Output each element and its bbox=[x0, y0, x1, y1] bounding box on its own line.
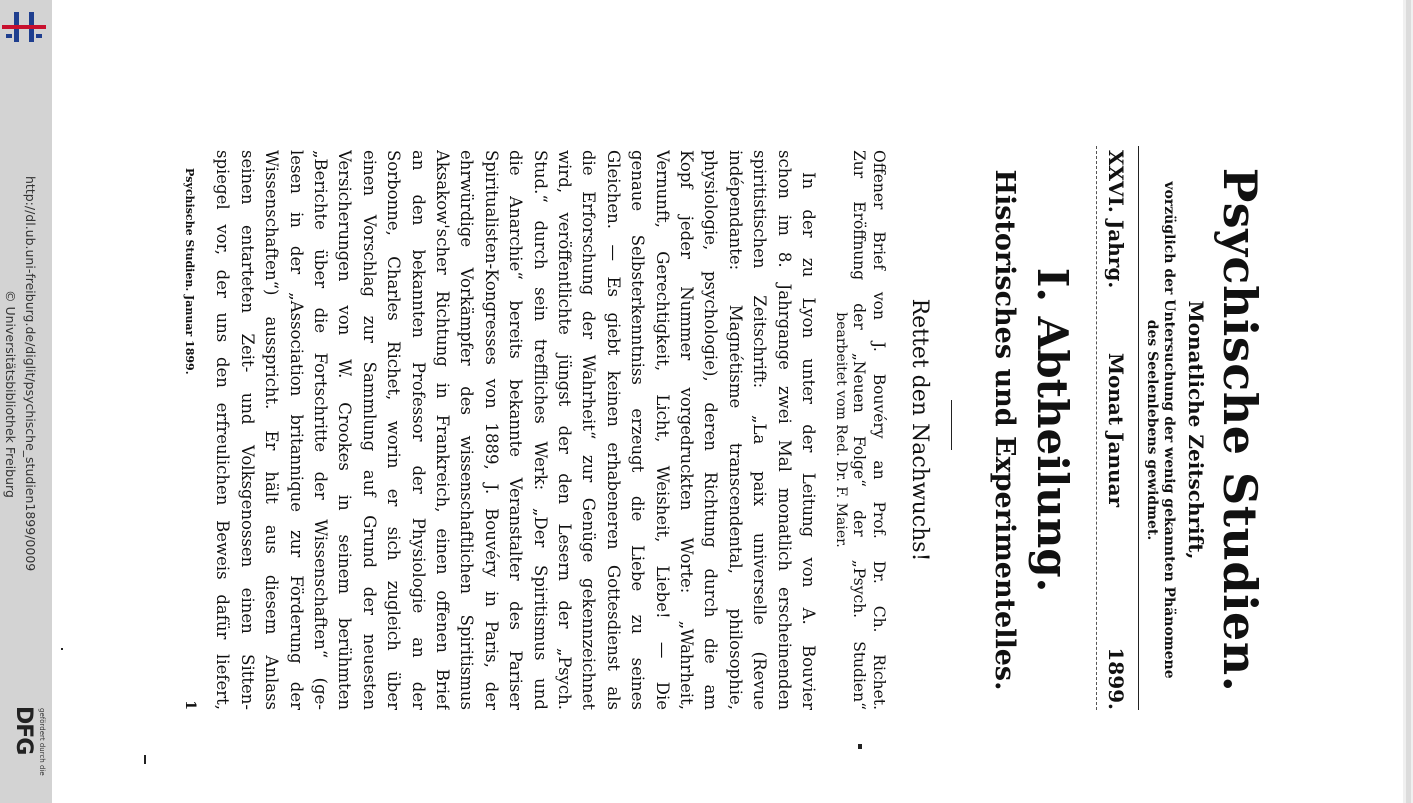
journal-tagline-line-2: des Seelenlebens gewidmet. bbox=[1144, 319, 1160, 541]
body-line: an den bekannten Professor der Physiologie an der bbox=[408, 150, 428, 710]
body-line: Stud.“ durch sein treffliches Werk: „Der Spiritismus und bbox=[530, 150, 550, 710]
copyright-notice: © Universitätsbibliothek Freiburg bbox=[3, 290, 18, 498]
issue-year: 1899. bbox=[1104, 647, 1128, 710]
body-line: Versicherungen von W. Crookes in seinem berühmten bbox=[335, 150, 355, 710]
body-line: spiritistischen Zeitschrift: „La paix universelle (Revue bbox=[750, 150, 770, 710]
body-line: die Anarchie“ bereits bekannte Veranstalter des Pariser bbox=[506, 150, 526, 710]
journal-tagline-line-1: vorzüglich der Untersuchung der wenig gekannten Phänomene bbox=[1161, 181, 1177, 679]
article-title: Rettet den Nachwuchs! bbox=[907, 298, 932, 562]
funding-label: gefördert durch die bbox=[38, 708, 46, 776]
body-line: wird, veröffentlichte jüngst der den Lesern der „Psych. bbox=[555, 150, 574, 710]
body-line: die Erforschung der Wahrheit“ zur Genüge gekennzeichnet bbox=[579, 150, 599, 710]
body-line: Wissenschaften“) ausspricht. Er hält aus diesem Anlass bbox=[262, 150, 282, 710]
scrollbar-thumb[interactable] bbox=[1406, 0, 1411, 803]
article-byline-3: bearbeitet vom Red. Dr. F. Maier. bbox=[833, 312, 849, 548]
scanned-page bbox=[162, 150, 1267, 710]
body-line: genaue Selbsterkenntniss erzeugt die Liebe zu seines bbox=[628, 150, 648, 710]
scan-speck bbox=[144, 755, 146, 764]
body-line: physiologie, psychologie), deren Richtung durch die am bbox=[701, 150, 721, 710]
header-rule-bottom bbox=[1096, 146, 1097, 710]
body-line: lesen in der „Association britannique zur Förderung der bbox=[286, 150, 306, 710]
page-footer: Psychische Studien. Januar 1899. bbox=[183, 168, 196, 375]
scan-speck bbox=[61, 648, 63, 650]
viewer-sidebar bbox=[0, 0, 52, 803]
section-divider bbox=[951, 400, 952, 450]
body-line: „Berichte über die Fortschritte der Wissenschaften“ (ge- bbox=[311, 150, 330, 710]
body-line: spiegel vor, der uns den erfreulichen Beweis dafür liefert, bbox=[213, 150, 233, 710]
journal-title: Psychische Studien. bbox=[1213, 167, 1267, 693]
body-line: indépendante: Magnétisme transcendental, philosophie, bbox=[725, 150, 745, 710]
article-byline-1: Offener Brief von J. Bouvéry an Prof. Dr. Ch. Richet. bbox=[870, 150, 888, 710]
dfg-logo: DFG bbox=[11, 706, 36, 755]
article-byline-2: Zur Eröffnung der „Neuen Folge“ der „Psych. Studien“ bbox=[850, 150, 868, 710]
issue-month: Monat Januar bbox=[1104, 352, 1128, 508]
section-heading: I. Abtheilung. bbox=[1028, 267, 1077, 593]
body-line: Aksakow'scher Richtung in Frankreich, einen offenen Brief bbox=[433, 150, 452, 710]
body-line: Sorbonne, Charles Richet, worin er sich zugleich über bbox=[384, 150, 404, 710]
page-number: 1 bbox=[182, 700, 198, 710]
body-line: seinen entarteten Zeit- und Volksgenossen einen Sitten- bbox=[237, 150, 257, 710]
permalink-url[interactable]: http://dl.ub.uni-freiburg.de/diglit/psychische_studien1899/0009 bbox=[23, 176, 38, 572]
body-line: einen Vorschlag zur Sammlung auf Grund der neuesten bbox=[359, 150, 379, 710]
body-line: Kopf jeder Nummer vorgedruckten Worte: „Wahrheit, bbox=[677, 150, 696, 710]
header-rule-top bbox=[1138, 146, 1139, 710]
journal-subtitle: Monatliche Zeitschrift, bbox=[1184, 300, 1208, 560]
body-line: schon im 8. Jahrgange zwei Mal monatlich erscheinenden bbox=[774, 150, 794, 710]
body-line: ehrwürdige Vorkämpfer des wissenschaftlichen Spiritismus bbox=[457, 150, 477, 710]
body-line: Vernunft, Gerechtigkeit, Licht, Weisheit, Liebe! — Die bbox=[652, 150, 672, 710]
volume-number: XXVI. Jahrg. bbox=[1104, 150, 1128, 289]
body-line: Gleichen. — Es giebt keinen erhabeneren Gottesdienst als bbox=[603, 150, 623, 710]
scan-speck bbox=[858, 744, 862, 749]
library-logo-icon bbox=[2, 8, 46, 52]
section-subheading: Historisches und Experimentelles. bbox=[989, 169, 1020, 691]
body-line: Spiritualisten-Kongresses von 1889, J. Bouvéry in Paris, der bbox=[481, 150, 501, 710]
body-line: In der zu Lyon unter der Leitung von A. Bouvier bbox=[799, 172, 818, 710]
